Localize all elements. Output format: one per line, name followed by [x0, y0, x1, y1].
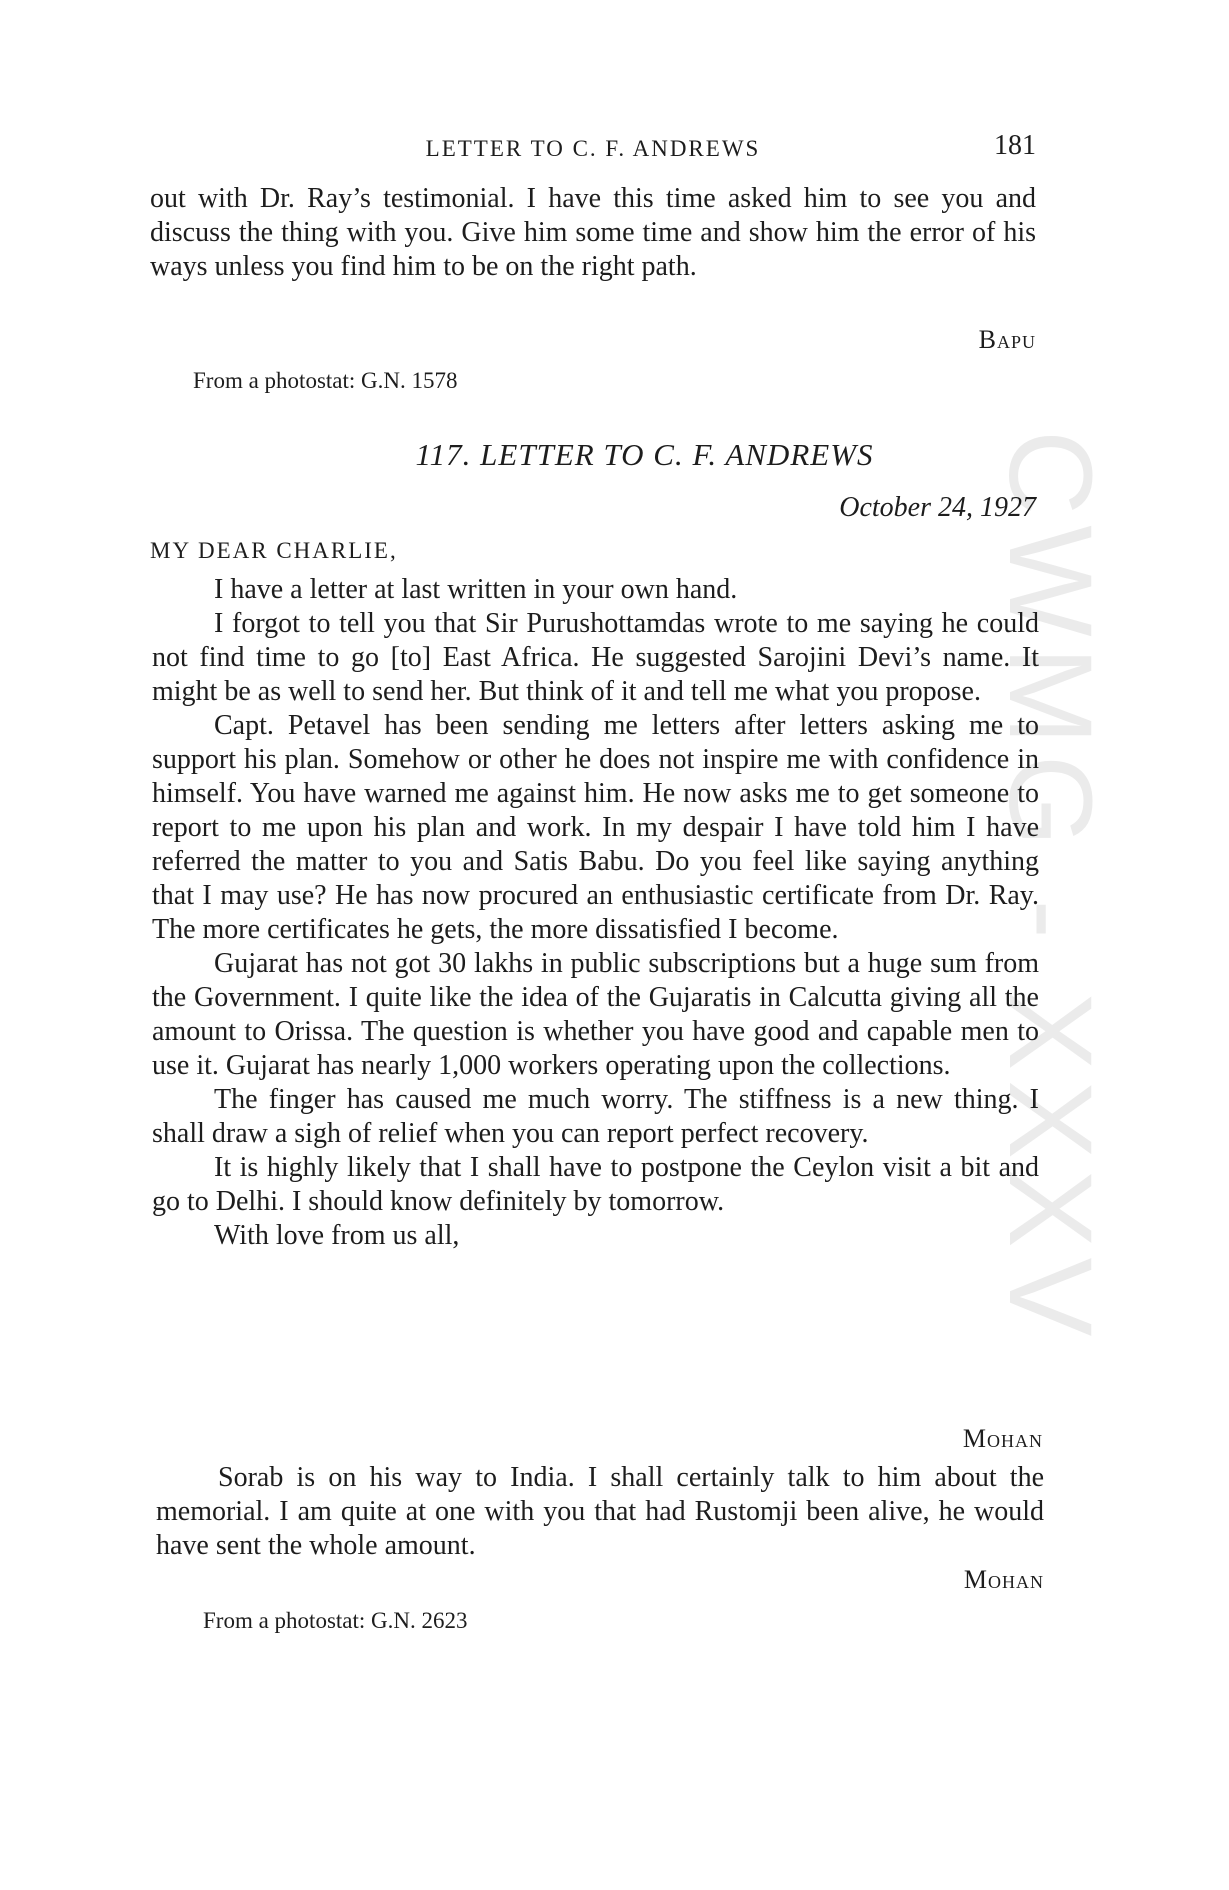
letter-signature: Mohan: [962, 1424, 1043, 1453]
postscript-signature: Mohan: [963, 1565, 1044, 1594]
letter-heading: 117. LETTER TO C. F. ANDREWS: [415, 437, 874, 472]
letter-salutation: MY DEAR CHARLIE,: [150, 538, 398, 563]
watermark-text: CWMG - XXXV: [984, 430, 1116, 1347]
page-number: 181: [994, 130, 1036, 161]
letter-paragraph: Capt. Petavel has been sending me letters after letters asking me to support his plan. Somehow or other he does not inspire me with confidence in himself. You have warned me against him. He now asks me to get someone to report to me upon his plan and work. In my despair I have told him I have referred the matter to you and Satis Babu. Do you feel like saying anything that I may use? He has now procured an enthusiastic certificate from Dr. Ray. The more certificates he gets, the more dissatisfied I become.: [152, 710, 1039, 945]
letter-body: [152, 573, 1039, 1253]
running-title: LETTER TO C. F. ANDREWS: [425, 136, 761, 161]
previous-letter-source: From a photostat: G.N. 1578: [193, 368, 458, 393]
postscript-text: Sorab is on his way to India. I shall certainly talk to him about the memorial. I am quite at one with you that had Rustomji been alive, he would have sent the whole amount.: [156, 1462, 1044, 1561]
letter-paragraph: I have a letter at last written in your own hand.: [214, 574, 738, 605]
running-head: [150, 130, 1036, 168]
postscript: [156, 1461, 1044, 1563]
previous-letter-text: [150, 182, 1036, 284]
previous-letter-signature: Bapu: [978, 325, 1036, 354]
letter-paragraph: Gujarat has not got 30 lakhs in public subscriptions but a huge sum from the Government. I quite like the idea of the Gujaratis in Calcutta giving all the amount to Orissa. The question is whether you have good and capable men to use it. Gujarat has nearly 1,000 workers operating upon the collections.: [152, 948, 1039, 1081]
letter-paragraph: The finger has caused me much worry. The stiffness is a new thing. I shall draw a sigh of relief when you can report perfect recovery.: [152, 1084, 1039, 1149]
letter-source: From a photostat: G.N. 2623: [203, 1608, 468, 1633]
letter-paragraph: It is highly likely that I shall have to postpone the Ceylon visit a bit and go to Delhi. I should know definitely by tomorrow.: [152, 1152, 1039, 1217]
letter-paragraph: With love from us all,: [214, 1220, 460, 1251]
letter-date: October 24, 1927: [839, 492, 1036, 523]
previous-letter-body: out with Dr. Ray’s testimonial. I have this time asked him to see you and discuss the thing with you. Give him some time and show him the error of his ways unless you find him to be on the right path.: [150, 183, 1036, 282]
letter-paragraph: I forgot to tell you that Sir Purushottamdas wrote to me saying he could not find time to go [to] East Africa. He suggested Sarojini Devi’s name. It might be as well to send her. But think of it and tell me what you propose.: [152, 608, 1039, 707]
